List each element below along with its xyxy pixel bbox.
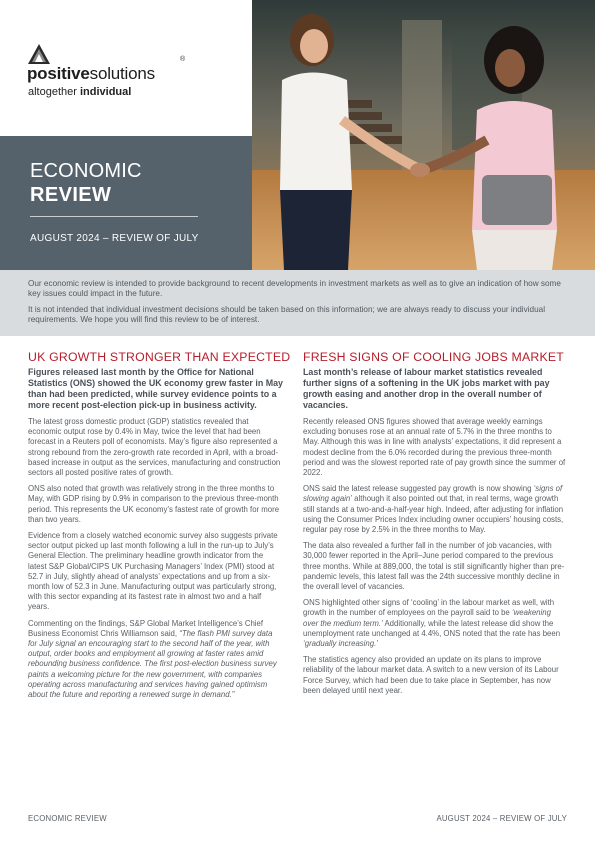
article-heading: UK GROWTH STRONGER THAN EXPECTED bbox=[28, 350, 291, 364]
article-jobs-market bbox=[303, 350, 568, 702]
article-lead: Last month’s release of labour market statistics revealed further signs of a softening in the UK jobs market with pay growth easing and another drop in the overall number of vacancies. bbox=[303, 367, 550, 410]
article-paragraph: Recently released ONS figures showed that average weekly earnings excluding bonuses rose at an annual rate of 5.7% in the three months to May. Although this was in line with analysts’ expectations, it did represent a modest decline from the 6.0% recorded during the previous three-month period and was the slowest reported rate of pay growth since the summer of 2022. bbox=[303, 417, 566, 478]
brand-name: positivesolutions bbox=[27, 64, 155, 83]
quote-attribution: Commenting on the findings, S&P Global Market Intelligence’s Chief Business Economist Chris Williamson said, bbox=[28, 618, 264, 638]
issue-date: AUGUST 2024 – REVIEW OF JULY bbox=[30, 233, 199, 244]
page-title-line1: ECONOMIC bbox=[30, 160, 142, 182]
article-lead: Figures released last month by the Office for National Statistics (ONS) showed the UK economy grew faster in May than had been predicted, while survey evidence points to a more recent post-election pick-up in business activity. bbox=[28, 367, 283, 410]
brand-tagline: altogether individual bbox=[28, 86, 132, 98]
article-paragraph: ONS also noted that growth was relatively strong in the three months to May, with GDP rising by 0.9% in comparison to the previous three-month period. This represents the UK economy’s fastest rate of growth for more than two years. bbox=[28, 484, 280, 524]
footer-issue-date: AUGUST 2024 – REVIEW OF JULY bbox=[436, 814, 567, 823]
logo-area bbox=[0, 0, 252, 136]
page-title-line2: REVIEW bbox=[30, 184, 112, 206]
article-paragraph: Evidence from a closely watched economic survey also suggests private sector output picked up last month following a lull in the run-up to July’s General Election. The preliminary headline growth indicator from the latest S&P Global/CIPS UK Purchasing Managers’ Index (PMI) stood at 52.7 in July, slightly ahead of analysts’ expectations and up from a six-month low of 52.3 in June. Manufacturing output was particularly strong, with this sector expanding at its fastest rate in almost two and a half years. bbox=[28, 531, 278, 612]
intro-paragraph: It is not intended that individual investment decisions should be taken based on this information; we are always ready to discuss your individual requirements. We hope you will find this review to be of interest. bbox=[28, 305, 546, 324]
header bbox=[0, 0, 595, 270]
article-paragraph: ONS highlighted other signs of ‘cooling’ in the labour market as well, with growth in the number of employees on the payroll said to be ‘weakening over the medium term.’ Additionally, while the latest release did show the unemployment rate unchanged at 4.4%, ONS noted that the rate has been ‘gradually increasing.’ bbox=[303, 598, 561, 649]
footer-publication-name: ECONOMIC REVIEW bbox=[28, 814, 107, 823]
footer bbox=[28, 814, 567, 826]
handshake-photo bbox=[252, 0, 595, 270]
intro-band bbox=[0, 270, 595, 336]
article-uk-growth bbox=[28, 350, 291, 706]
article-paragraph: The statistics agency also provided an update on its plans to improve reliability of the labour market data. A switch to a new version of its Labour Force Survey, which had been due to take place in September, has now been delayed until next year. bbox=[303, 655, 559, 695]
article-paragraph: The latest gross domestic product (GDP) statistics revealed that economic output rose by 0.4% in May, twice the level that had been forecast in a Reuters poll of economists. May’s figure also represented a strong rebound from the zero-growth rate recorded in April, with a broad-based increase in output as the services, manufacturing and construction sectors all posted positive rates of growth. bbox=[28, 417, 281, 478]
article-paragraph: The data also revealed a further fall in the number of job vacancies, with 30,000 fewer reported in the April–June period compared to the previous three months. While at 889,000, the total is still significantly higher than pre-pandemic levels, this latest fall was the 24th successive monthly decline in the overall level of vacancies. bbox=[303, 541, 565, 592]
brand-triangle-logo-icon bbox=[28, 44, 50, 64]
quote-text: “The flash PMI survey data for July signal an encouraging start to the second half of the year, with output, order books and employment all growing at faster rates amid rebounding business confidence. The first post-election business survey paints a welcoming picture for the new government, with companies operating across manufacturing and services having gained optimism about the future and reporting a renewed surge in demand.” bbox=[28, 628, 277, 700]
intro-paragraph: Our economic review is intended to provide background to recent developments in investment markets as well as to give an indication of how some key issues could impact in the future. bbox=[28, 279, 561, 298]
title-divider bbox=[30, 216, 198, 217]
article-quote-paragraph bbox=[28, 619, 283, 701]
registered-mark: ® bbox=[180, 56, 186, 63]
article-heading: FRESH SIGNS OF COOLING JOBS MARKET bbox=[303, 350, 564, 364]
header-photo-handshake bbox=[252, 0, 595, 270]
article-paragraph: ONS said the latest release suggested pay growth is now showing ‘signs of slowing again’ although it also pointed out that, in real terms, wage growth still stands at a two-and-a-half-year high. Indeed, after adjusting for inflation using the Consumer Prices Index including owner occupiers’ housing costs, regular pay rose by 2.5% in the three months to May. bbox=[303, 484, 564, 535]
